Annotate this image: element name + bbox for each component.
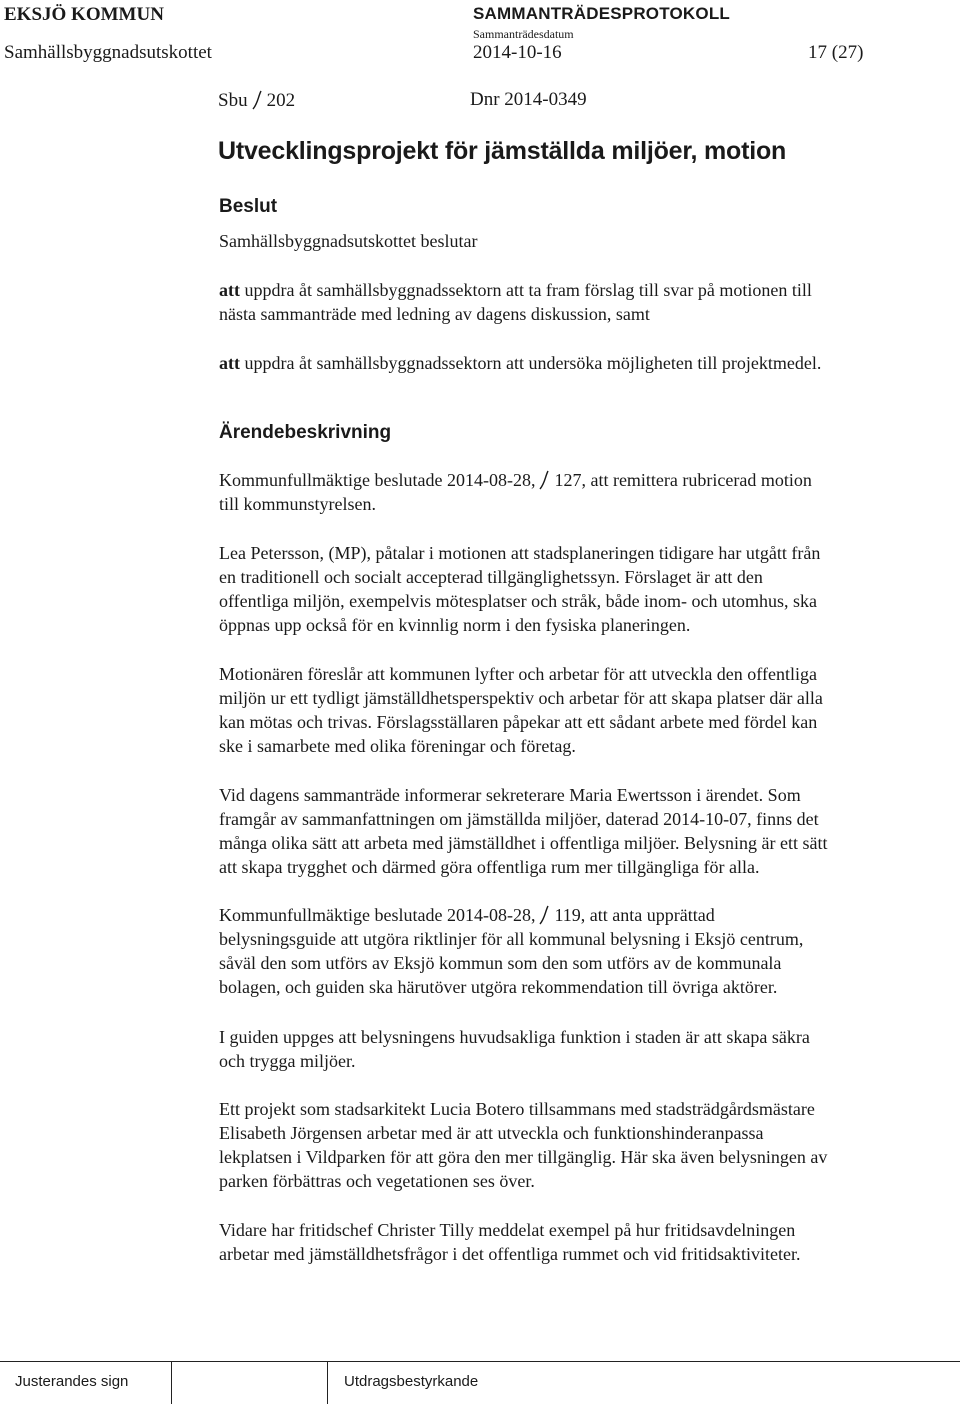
paragraph-line: framgår av sammanfattningen om jämställda miljöer, daterad 2014-10-07, finns det: [219, 809, 819, 829]
sbu-prefix: Sbu: [218, 90, 248, 111]
beslut-item-1-line: [219, 278, 919, 302]
footer-separator: [171, 1362, 172, 1404]
paragraph-text: Kommunfullmäktige beslutade 2014-08-28,: [219, 905, 536, 925]
arende-paragraph-7: [219, 1097, 919, 1193]
arende-heading: Ärendebeskrivning: [219, 422, 392, 443]
paragraph-line: [219, 903, 919, 927]
paragraph-line: bolagen, och guiden ska härutöver utgöra rekommendation till övriga aktörer.: [219, 977, 778, 997]
document-type: SAMMANTRÄDESPROTOKOLL: [473, 4, 730, 23]
paragraph-line: kan mötas och trivas. Förslagsställaren påpekar att ett sådant arbete med fördel kan: [219, 712, 818, 732]
arende-paragraph-3: [219, 662, 919, 758]
beslut-item-1-line-2: nästa sammanträde med ledning av dagens diskussion, samt: [219, 304, 650, 324]
case-number: [218, 89, 295, 112]
paragraph-line: miljön ur ett tydligt jämställdhetsperspektiv och arbetar för att skapa platser där alla: [219, 688, 823, 708]
beslut-item-2-line: [219, 351, 919, 375]
arende-paragraph-5: [219, 903, 919, 999]
meeting-date: 2014-10-16: [473, 42, 562, 63]
beslut-intro-text: Samhällsbyggnadsutskottet beslutar: [219, 231, 478, 251]
paragraph-line: offentliga miljön, exempelvis mötesplatser och stråk, både inom- och utomhus, ska: [219, 591, 818, 611]
paragraph-line: Vidare har fritidschef Christer Tilly meddelat exempel på hur fritidsavdelningen: [219, 1220, 796, 1240]
att-keyword: att: [219, 353, 240, 373]
beslut-item-2-text: uppdra åt samhällsbyggnadssektorn att undersöka möjligheten till projektmedel.: [240, 353, 822, 373]
section-sign-icon: [250, 89, 264, 111]
paragraph-line: och trygga miljöer.: [219, 1051, 356, 1071]
beslut-intro: [219, 229, 919, 253]
beslut-item-1: [219, 278, 919, 326]
paragraph-line: en traditionell och socialt accepterad tillgänglighetssyn. Förslaget är att den: [219, 567, 763, 587]
paragraph-line: många olika sätt att arbeta med jämställdhet i offentliga miljöer. Belysning är ett sätt: [219, 833, 828, 853]
paragraph-line: till kommunstyrelsen.: [219, 494, 376, 514]
paragraph-line: parken förbättras och vegetationen ses över.: [219, 1171, 535, 1191]
committee-name: Samhällsbyggnadsutskottet: [4, 42, 212, 63]
paragraph-line: ske i samarbete med olika föreningar och företag.: [219, 736, 576, 756]
diary-number: Dnr 2014-0349: [470, 89, 587, 110]
arende-paragraph-1: [219, 468, 919, 516]
page-title: Utvecklingsprojekt för jämställda miljöer, motion: [218, 137, 787, 165]
justerandes-sign-label: Justerandes sign: [15, 1373, 129, 1390]
section-sign-icon: [537, 469, 551, 491]
arende-paragraph-4: [219, 783, 919, 879]
paragraph-line: [219, 468, 919, 492]
page-number: 17 (27): [808, 42, 864, 63]
att-keyword: att: [219, 280, 240, 300]
paragraph-text: Kommunfullmäktige beslutade 2014-08-28,: [219, 470, 536, 490]
paragraph-line: öppnas upp också för en kvinnlig norm i den fysiska planeringen.: [219, 615, 691, 635]
arende-paragraph-2: [219, 541, 919, 637]
paragraph-line: Motionären föreslår att kommunen lyfter och arbetar för att utveckla den offentliga: [219, 664, 817, 684]
paragraph-line: Vid dagens sammanträde informerar sekreterare Maria Ewertsson i ärendet. Som: [219, 785, 801, 805]
utdragsbestyrkande-label: Utdragsbestyrkande: [344, 1373, 479, 1390]
paragraph-line: Lea Petersson, (MP), påtalar i motionen att stadsplaneringen tidigare har utgått från: [219, 543, 821, 563]
footer-separator: [327, 1362, 328, 1404]
beslut-item-1-text: uppdra åt samhällsbyggnadssektorn att ta fram förslag till svar på motionen till: [240, 280, 812, 300]
date-label: Sammanträdesdatum: [473, 27, 574, 41]
paragraph-line: lekplatsen i Vildparken för att göra den mer tillgänglig. Här ska även belysningen av: [219, 1147, 828, 1167]
arende-paragraph-8: [219, 1218, 919, 1266]
paragraph-line: belysningsguide att utgöra riktlinjer för all kommunal belysning i Eksjö centrum,: [219, 929, 804, 949]
section-sign-icon: [537, 904, 551, 926]
paragraph-line: att skapa trygghet och därmed göra offentliga rum mer tillgängliga för alla.: [219, 857, 760, 877]
paragraph-text: 127, att remittera rubricerad motion: [554, 470, 812, 490]
paragraph-line: Ett projekt som stadsarkitekt Lucia Botero tillsammans med stadsträdgårdsmästare: [219, 1099, 815, 1119]
arende-paragraph-6: [219, 1025, 919, 1073]
beslut-heading: Beslut: [219, 196, 278, 217]
organization-name: EKSJÖ KOMMUN: [4, 4, 164, 25]
paragraph-line: såväl den som utförs av Eksjö kommun som den som utförs av de kommunala: [219, 953, 782, 973]
paragraph-text: 119, att anta upprättad: [554, 905, 715, 925]
paragraph-line: I guiden uppges att belysningens huvudsakliga funktion i staden är att skapa säkra: [219, 1027, 810, 1047]
paragraph-line: arbetar med jämställdhetsfrågor i det offentliga rummet och vid fritidsaktiviteter.: [219, 1244, 801, 1264]
beslut-item-2: [219, 351, 919, 375]
paragraph-line: Elisabeth Jörgensen arbetar med är att utveckla och funktionshinderanpassa: [219, 1123, 764, 1143]
footer-divider: [0, 1361, 960, 1362]
sbu-number: 202: [266, 90, 296, 111]
